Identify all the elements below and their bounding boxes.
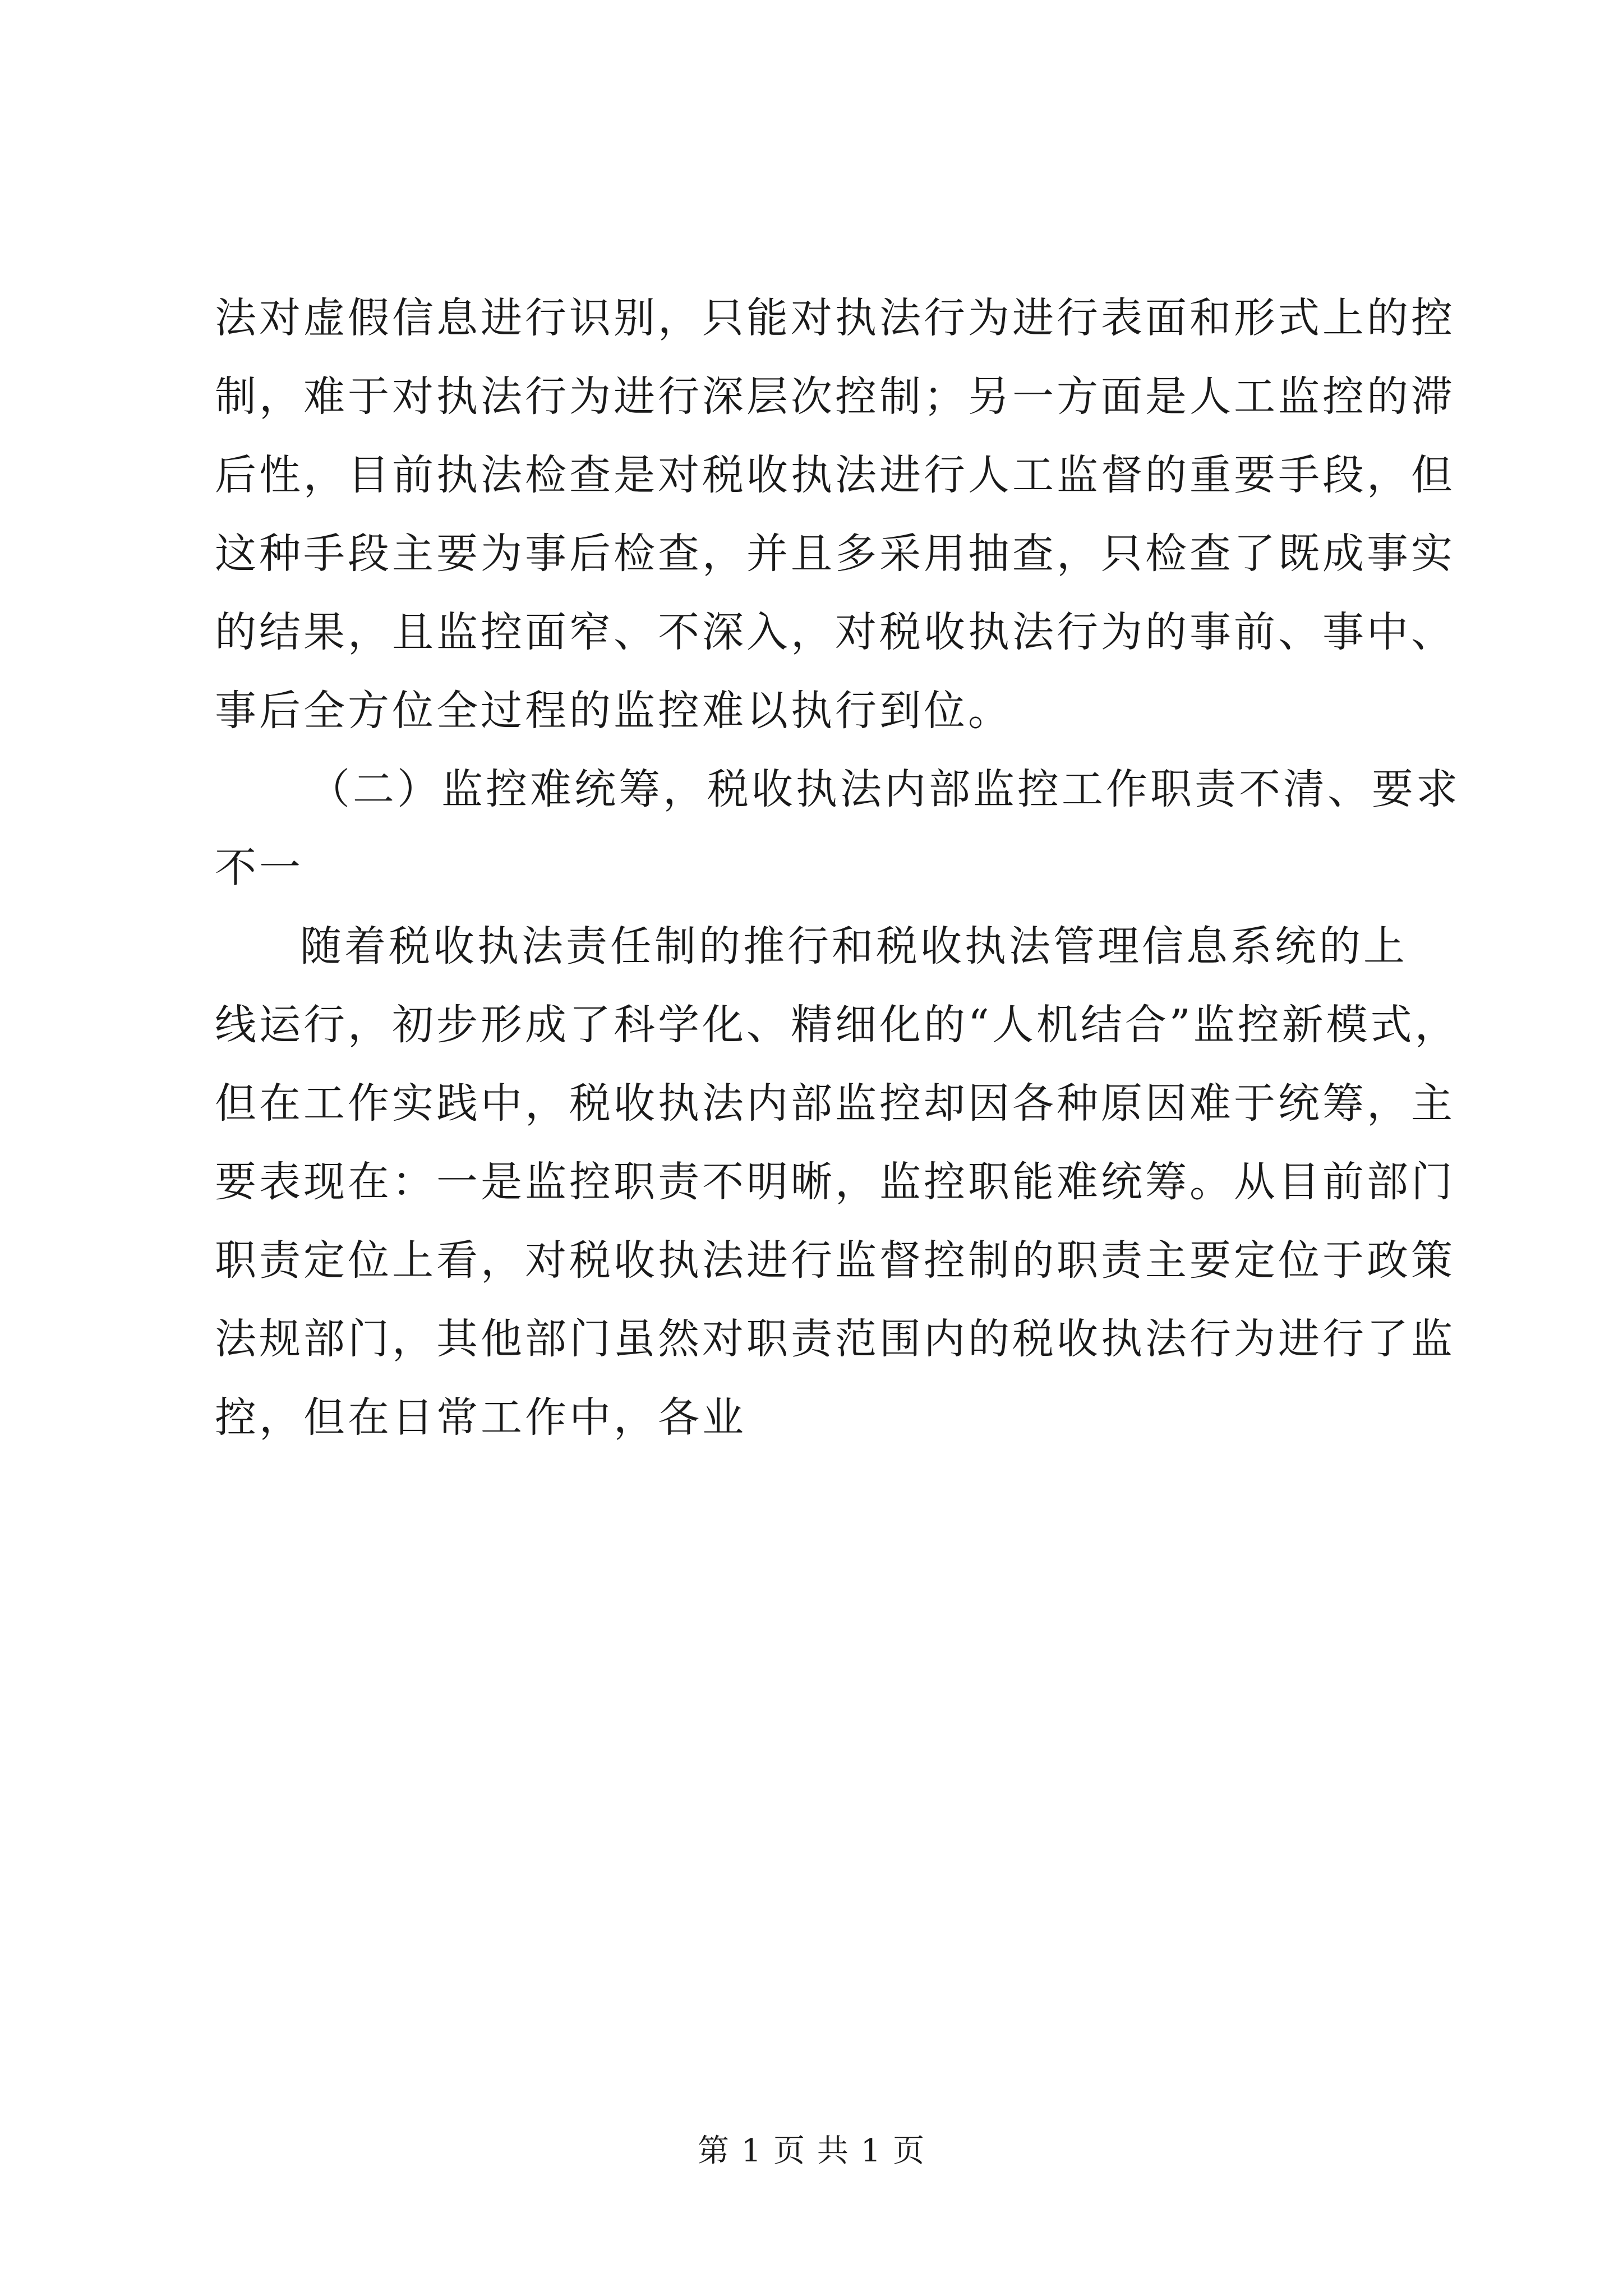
- body-text-line: 后性，目前执法检查是对税收执法进行人工监督的重要手段，但: [215, 451, 1455, 499]
- body-text-line: 但在工作实践中，税收执法内部监控却因各种原因难于统筹，主: [215, 1079, 1455, 1128]
- body-text-line: 要表现在：一是监控职责不明晰，监控职能难统筹。从目前部门: [215, 1158, 1455, 1206]
- body-text-line: 控，但在日常工作中，各业: [215, 1393, 746, 1442]
- paragraph-first-line: 随着税收执法责任制的推行和税收执法管理信息系统的上: [300, 922, 1408, 970]
- body-text-line: 职责定位上看，对税收执法进行监督控制的职责主要定位于政策: [215, 1236, 1455, 1285]
- body-text-line: 的结果，且监控面窄、不深入，对税收执法行为的事前、事中、: [215, 608, 1455, 656]
- body-text-line: 法规部门，其他部门虽然对职责范围内的税收执法行为进行了监: [215, 1315, 1455, 1363]
- section-heading-continuation: 不一: [215, 844, 303, 892]
- body-text-line: 线运行，初步形成了科学化、精细化的“人机结合”监控新模式，: [215, 1001, 1459, 1049]
- body-text-line: 这种手段主要为事后检查，并且多采用抽查，只检查了既成事实: [215, 530, 1455, 578]
- section-heading: （二）监控难统筹，税收执法内部监控工作职责不清、要求: [308, 765, 1460, 813]
- page-footer: 第 1 页 共 1 页: [697, 2133, 926, 2169]
- body-text-line: 事后全方位全过程的监控难以执行到位。: [215, 687, 1012, 735]
- body-text-line: 制，难于对执法行为进行深层次控制；另一方面是人工监控的滞: [215, 372, 1455, 421]
- body-text-line: 法对虚假信息进行识别，只能对执法行为进行表面和形式上的控: [215, 294, 1455, 342]
